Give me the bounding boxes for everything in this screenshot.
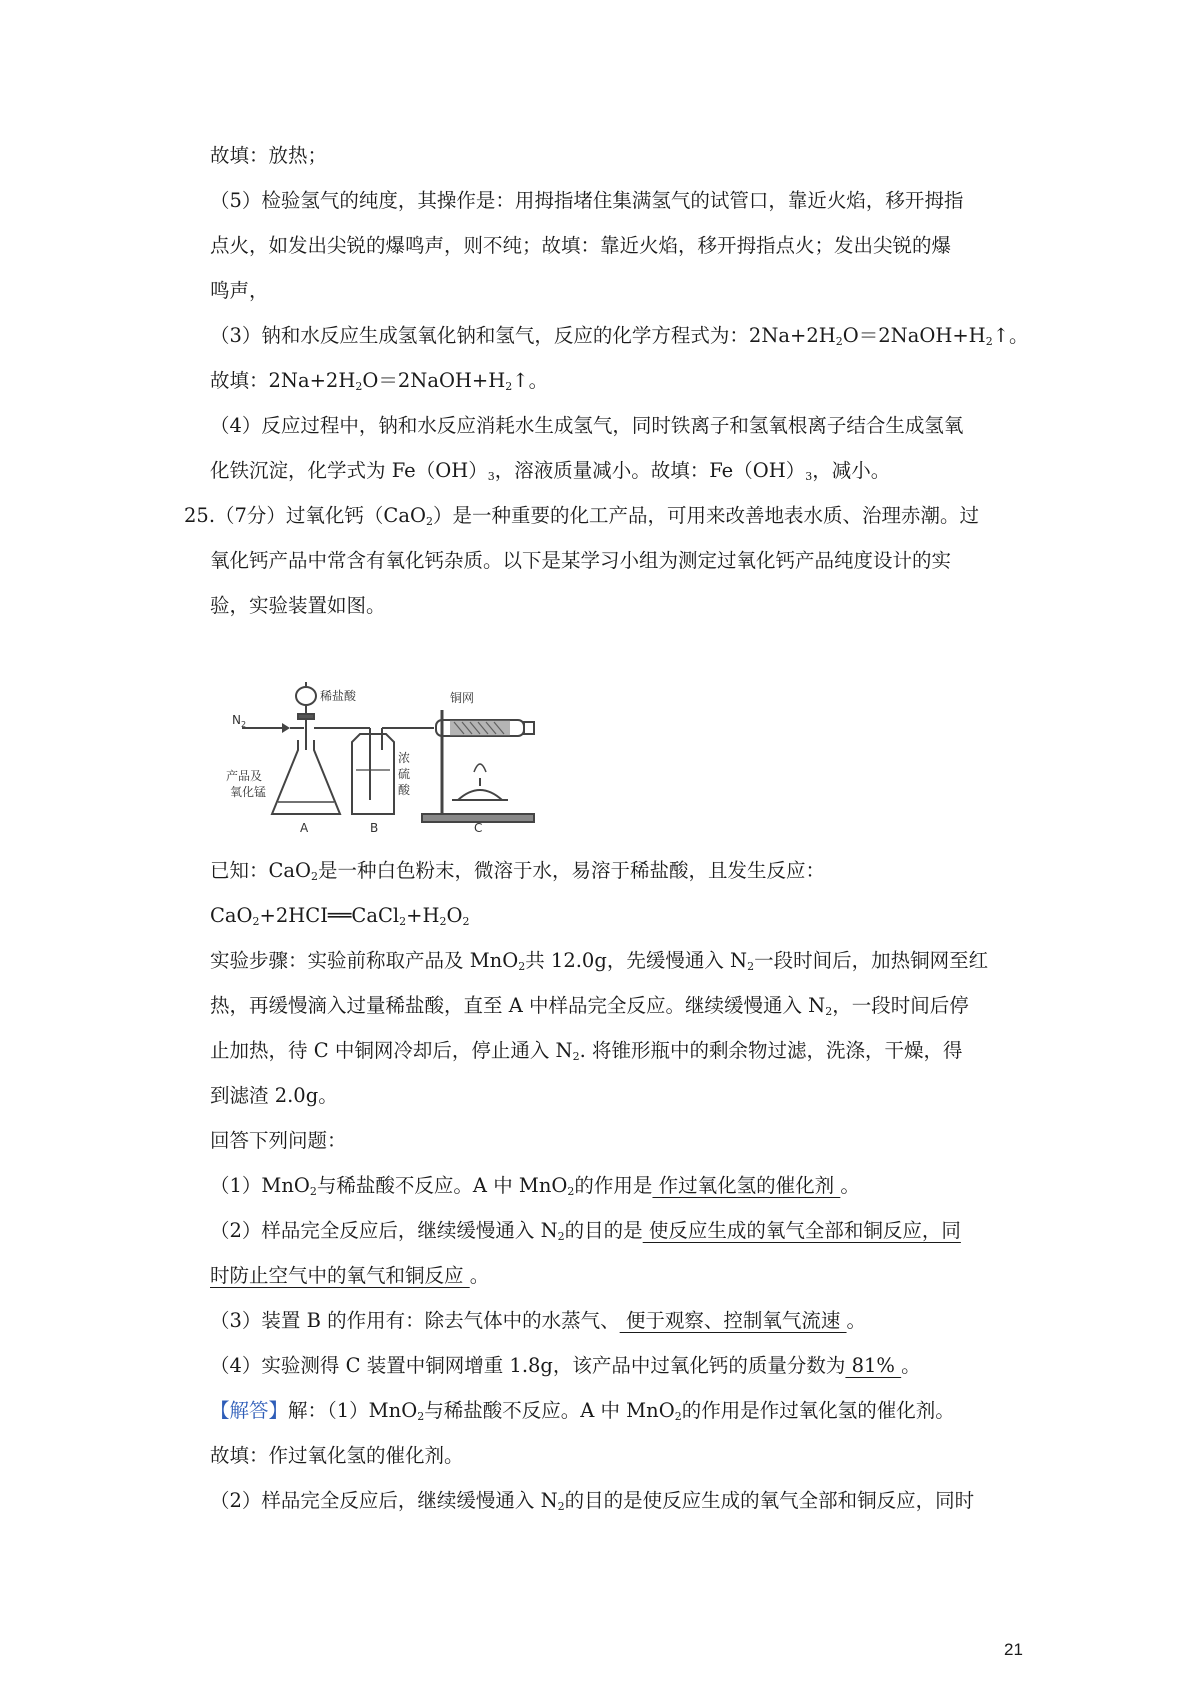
text-line: 氧化钙产品中常含有氧化钙杂质。以下是某学习小组为测定过氧化钙产品纯度设计的实 <box>210 549 952 572</box>
sub-question-4: （4）实验测得 C 装置中铜网增重 1.8g，该产品中过氧化钙的质量分数为 81% 。 <box>210 1354 921 1377</box>
sub-question-2-cont: 时防止空气中的氧气和铜反应 。 <box>210 1264 490 1287</box>
n2-label: N <box>232 713 241 727</box>
sulfuric-label: 浓 <box>398 751 411 765</box>
separatory-funnel <box>296 687 316 705</box>
product-label: 氧化锰 <box>230 785 267 799</box>
text-line: 化铁沉淀，化学式为 $Fe(OH)_3$，溶液质量减小。故填：$Fe(OH)_3$，减小。 <box>210 459 891 483</box>
label-b: B <box>370 821 379 834</box>
solution-tag: 【解答】 <box>210 1399 289 1422</box>
reaction-equation: $CaO_2+2HCI══CaCl_2+H_2O_2$ <box>210 904 470 928</box>
product-label: 产品及 <box>226 769 263 783</box>
copper-label: 铜网 <box>450 691 475 705</box>
page-number: 21 <box>1004 1640 1023 1659</box>
answer-blank: 时防止空气中的氧气和铜反应 <box>210 1264 470 1287</box>
text-line: 到滤渣 2.0g。 <box>210 1084 338 1107</box>
label-a: A <box>300 821 309 834</box>
text-line: 回答下列问题： <box>210 1129 347 1152</box>
question-25-heading: 25.（7分）过氧化钙（CaO$_2$）是一种重要的化工产品，可用来改善地表水质、治理赤潮。过 <box>184 504 979 528</box>
sub-question-2: （2）样品完全反应后，继续缓慢通入 $N_2$的目的是 使反应生成的氧气全部和铜反应，同 <box>210 1219 961 1243</box>
text-line: 止加热，待 C 中铜网冷却后，停止通入 $N_2$. 将锥形瓶中的剩余物过滤，洗涤，干燥，得 <box>210 1039 963 1063</box>
text-line: 故填：作过氧化氢的催化剂。 <box>210 1444 464 1467</box>
svg-text:2: 2 <box>241 720 247 729</box>
sulfuric-label: 酸 <box>398 783 411 797</box>
washing-bottle <box>352 734 394 814</box>
copper-mesh <box>450 720 510 736</box>
text-line: （3）钠和水反应生成氢氧化钠和氢气，反应的化学方程式为：$2Na+2H_2O=2NaOH+H_2↑$。 <box>210 324 1029 348</box>
alcohol-lamp <box>458 790 502 800</box>
sulfuric-label: 硫 <box>398 767 411 781</box>
sub-question-3: （3）装置 B 的作用有：除去气体中的水蒸气、 便于观察、控制氧气流速 。 <box>210 1309 867 1332</box>
text-line: 故填：$2Na+2H_2O=2NaOH+H_2↑$。 <box>210 369 549 393</box>
label-c: C <box>474 821 483 834</box>
text-line: 已知：CaO$_2$是一种白色粉末，微溶于水，易溶于稀盐酸，且发生反应： <box>210 859 826 883</box>
apparatus-figure <box>226 680 550 834</box>
text-line: 鸣声， <box>210 279 269 302</box>
text-line: 验，实验装置如图。 <box>210 594 386 617</box>
text-line: （5）检验氢气的纯度，其操作是：用拇指堵住集满氢气的试管口，靠近火焰，移开拇指 <box>210 189 964 212</box>
answer-blank: 作过氧化氢的催化剂 <box>652 1174 841 1197</box>
text-line: 点火，如发出尖锐的爆鸣声，则不纯；故填：靠近火焰，移开拇指点火；发出尖锐的爆 <box>210 234 952 257</box>
text-line: 热，再缓慢滴入过量稀盐酸，直至 A 中样品完全反应。继续缓慢通入 $N_2$，一段时间后停 <box>210 994 969 1018</box>
sub-question-1: （1）MnO$_2$与稀盐酸不反应。A 中 MnO$_2$的作用是 作过氧化氢的催化剂 。 <box>210 1174 860 1198</box>
text-line: 故填：放热； <box>210 144 328 167</box>
conical-flask <box>272 740 340 814</box>
answer-blank: 使反应生成的氧气全部和铜反应，同 <box>642 1219 961 1242</box>
text-line: （2）样品完全反应后，继续缓慢通入 $N_2$的目的是使反应生成的氧气全部和铜反应，同时 <box>210 1489 975 1513</box>
answer-blank: 便于观察、控制氧气流速 <box>619 1309 847 1332</box>
text-line: 实验步骤：实验前称取产品及 MnO$_2$共 12.0g，先缓慢通入 $N_2$一段时间后，加热铜网至红 <box>210 949 989 973</box>
answer-blank: 81% <box>845 1354 902 1377</box>
solution-line: 【解答】解：（1）MnO$_2$与稀盐酸不反应。A 中 MnO$_2$的作用是作过氧化氢的催化剂。 <box>210 1399 955 1423</box>
text-line: （4）反应过程中，钠和水反应消耗水生成氢气，同时铁离子和氢氧根离子结合生成氢氧 <box>210 414 964 437</box>
acid-label: 稀盐酸 <box>320 689 357 703</box>
